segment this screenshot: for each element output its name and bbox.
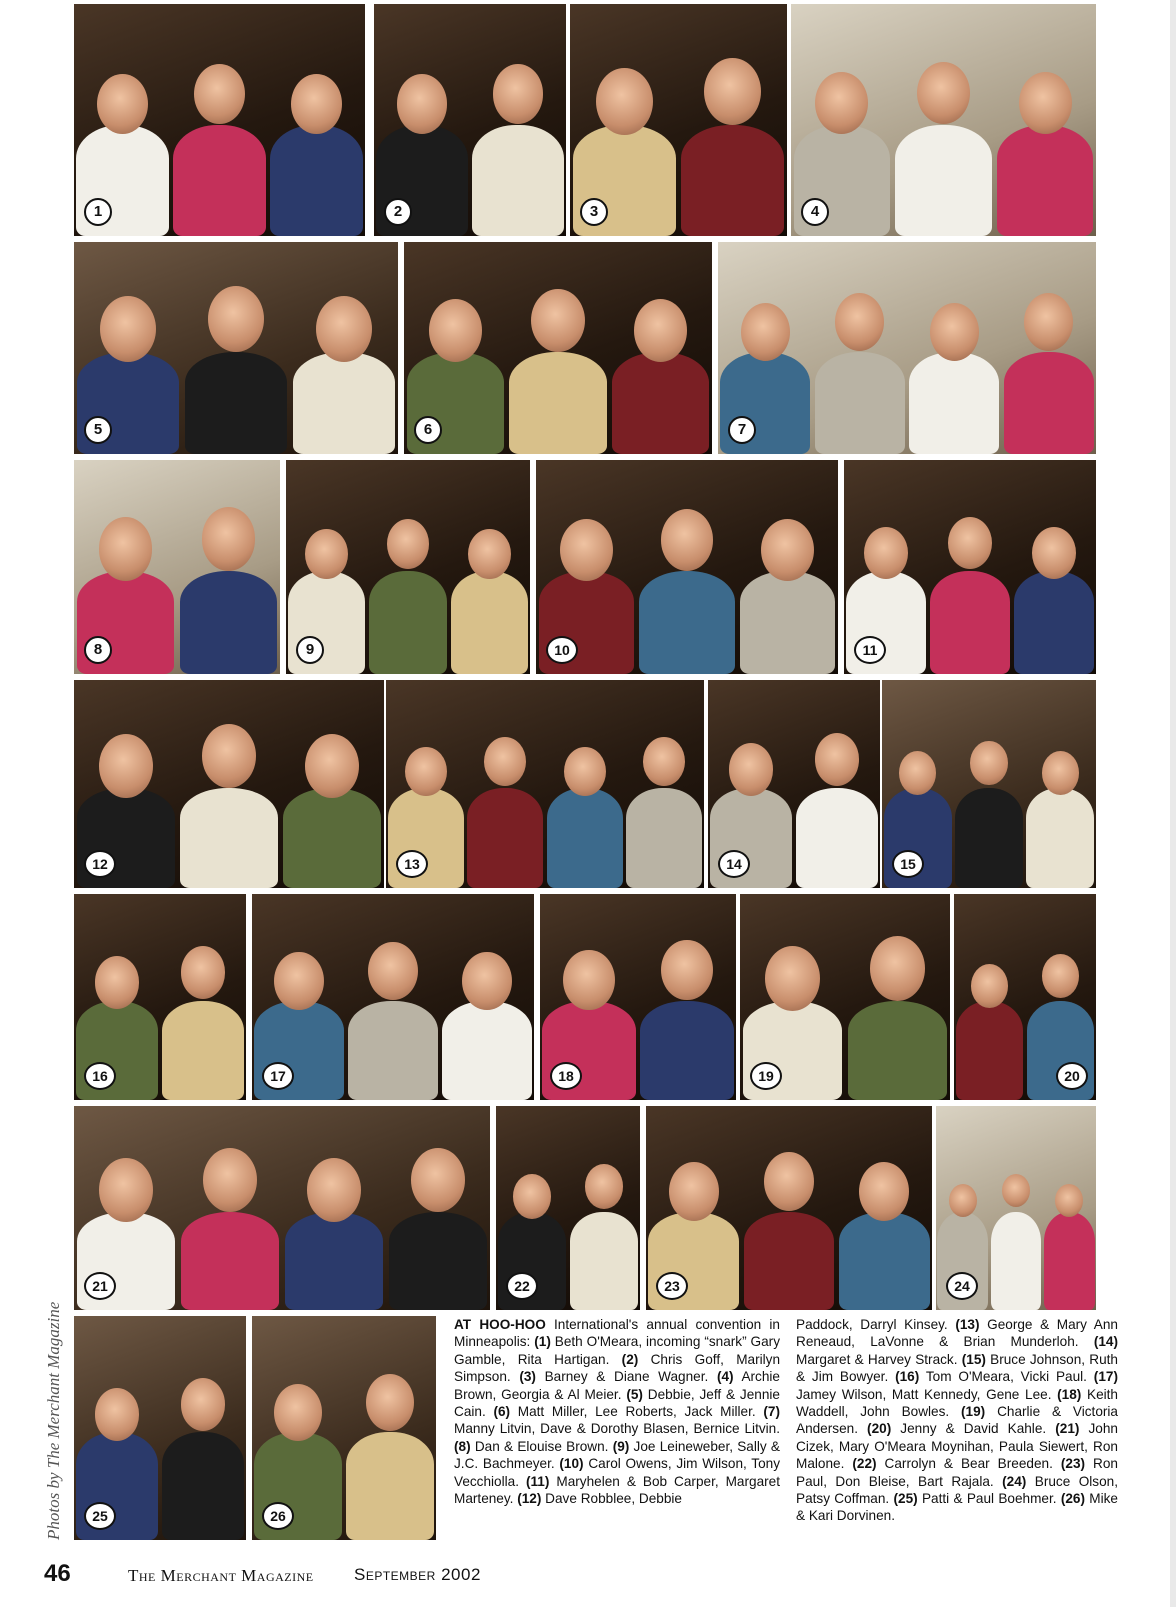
photo-person-body xyxy=(1014,571,1094,674)
photo-10 xyxy=(536,460,838,674)
photo-person-face xyxy=(387,519,429,569)
photo-person-face xyxy=(291,74,342,134)
caption-entry-number: (23) xyxy=(1060,1456,1086,1472)
photo-19 xyxy=(740,894,950,1100)
photo-person-face xyxy=(397,74,447,133)
photo-23 xyxy=(646,1106,932,1310)
photo-person-body xyxy=(451,571,528,674)
photo-person-face xyxy=(815,733,860,786)
photo-number-badge: 19 xyxy=(750,1062,782,1090)
caption-entry-text: Debbie, Jeff & Jennie Cain. xyxy=(454,1386,780,1420)
photo-person-face xyxy=(643,737,685,786)
photo-person-face xyxy=(563,950,614,1010)
photo-number-badge: 7 xyxy=(728,416,756,444)
photo-person-face xyxy=(930,303,979,361)
caption-entry-text: Jenny & David Kahle. xyxy=(891,1421,1056,1437)
photo-13 xyxy=(386,680,704,888)
magazine-name: The Merchant Magazine xyxy=(128,1566,314,1585)
photo-person-face xyxy=(305,529,347,579)
photo-number-badge: 12 xyxy=(84,850,116,878)
photo-person-face xyxy=(704,58,761,125)
photo-credit-text: Photos by The Merchant Magazine xyxy=(44,1301,63,1540)
photo-person-face xyxy=(1055,1184,1083,1217)
photo-person-body xyxy=(270,125,362,236)
photo-person-face xyxy=(1002,1174,1030,1207)
photo-person-face xyxy=(741,303,790,361)
photo-number-badge: 2 xyxy=(384,198,412,226)
photo-person-face xyxy=(1042,954,1079,998)
photo-6 xyxy=(404,242,712,454)
caption-intro: International's annual convention in Minneapolis: xyxy=(454,1317,780,1350)
photo-25 xyxy=(74,1316,246,1540)
photo-person-body xyxy=(740,571,836,674)
photo-person-body xyxy=(369,571,446,674)
photo-person-body xyxy=(612,352,710,454)
photo-5 xyxy=(74,242,398,454)
photo-person-face xyxy=(95,1388,140,1441)
caption-entry-number: (19) xyxy=(961,1404,986,1420)
photo-number-badge: 22 xyxy=(506,1272,538,1300)
caption-lead: AT HOO-HOO xyxy=(454,1317,546,1332)
photo-number-badge: 15 xyxy=(892,850,924,878)
photo-person-body xyxy=(744,1212,835,1310)
photo-person-body xyxy=(180,571,278,674)
caption-entry-number: (26) xyxy=(1060,1491,1085,1507)
photo-person-face xyxy=(864,527,908,579)
photo-18 xyxy=(540,894,736,1100)
photo-person-body xyxy=(348,1001,437,1100)
photo-person-face xyxy=(411,1148,465,1212)
caption-entry-text: Archie Brown, Georgia & Al Meier. xyxy=(454,1369,780,1402)
photo-person-face xyxy=(870,936,925,1001)
photo-person-face xyxy=(815,72,868,135)
photo-person-face xyxy=(181,1378,226,1431)
caption-entry-number: (24) xyxy=(1002,1473,1027,1489)
photo-person-face xyxy=(208,286,264,353)
photo-person-face xyxy=(99,734,153,798)
photo-person-body xyxy=(1044,1212,1095,1310)
photo-person-body xyxy=(815,352,905,454)
photo-person-body xyxy=(285,1212,384,1310)
photo-person-face xyxy=(513,1174,551,1218)
caption-entry-number: (25) xyxy=(893,1491,918,1507)
photo-person-body xyxy=(991,1212,1042,1310)
photo-12 xyxy=(74,680,384,888)
photo-number-badge: 23 xyxy=(656,1272,688,1300)
caption-entry-number: (6) xyxy=(493,1404,511,1420)
photo-3 xyxy=(570,4,787,236)
photo-15 xyxy=(882,680,1096,888)
photo-20 xyxy=(954,894,1096,1100)
photo-person-body xyxy=(626,788,702,888)
caption-entry-text: Bruce Johnson, Ruth & Jim Bowyer. xyxy=(796,1351,1118,1385)
photo-person-body xyxy=(848,1001,948,1100)
caption-entry-text: Ron Paul, Don Bleise, Bart Rajala. xyxy=(796,1456,1118,1489)
caption-entry-text: Mike & Kari Dorvinen. xyxy=(796,1491,1118,1524)
photo-person-face xyxy=(1042,751,1079,795)
photo-person-face xyxy=(484,737,526,786)
photo-person-face xyxy=(100,296,156,363)
issue-date: September 2002 xyxy=(354,1565,481,1584)
photo-person-face xyxy=(729,743,774,796)
caption-entry-text: Paddock, Darryl Kinsey. xyxy=(796,1317,956,1332)
photo-number-badge: 3 xyxy=(580,198,608,226)
caption-entry-number: (12) xyxy=(517,1491,542,1507)
photo-person-body xyxy=(162,1001,244,1100)
photo-person-body xyxy=(180,788,278,888)
caption-entry-text: Barney & Diane Wagner. xyxy=(535,1369,717,1385)
photo-person-face xyxy=(181,946,226,999)
caption-entry-number: (10) xyxy=(559,1456,584,1472)
caption-entry-text: Beth O'Meara, incoming “snark” Gary Gamble, Rita Hartigan. xyxy=(454,1334,780,1367)
caption-entry-text: Bruce Olson, Patsy Coffman. xyxy=(796,1473,1118,1507)
photo-person-face xyxy=(405,747,447,796)
photo-person-body xyxy=(185,352,288,454)
photo-person-face xyxy=(1024,293,1073,351)
photo-11 xyxy=(844,460,1096,674)
caption-entry-text: Tom O'Meara, Vicki Paul. xyxy=(919,1369,1094,1385)
photo-number-badge: 5 xyxy=(84,416,112,444)
caption-column-left xyxy=(454,1316,780,1507)
photo-24 xyxy=(936,1106,1096,1310)
photo-person-face xyxy=(305,734,359,798)
photo-number-badge: 1 xyxy=(84,198,112,226)
photo-8 xyxy=(74,460,280,674)
caption-entry-number: (18) xyxy=(1057,1386,1082,1402)
photo-person-body xyxy=(1026,788,1094,888)
photo-person-face xyxy=(462,952,511,1010)
caption-entry-number: (8) xyxy=(454,1438,471,1454)
photo-person-body xyxy=(162,1432,244,1540)
photo-person-face xyxy=(899,751,936,795)
photo-number-badge: 11 xyxy=(854,636,886,664)
photo-person-body xyxy=(640,1001,733,1100)
photo-4 xyxy=(791,4,1096,236)
caption-entry-text: Matt Miller, Lee Roberts, Jack Miller. xyxy=(510,1404,764,1420)
photo-person-body xyxy=(547,788,623,888)
caption-entry-text: Carrolyn & Bear Breeden. xyxy=(876,1456,1061,1472)
caption-entry-text: George & Mary Ann Reneaud, LaVonne & Brian Munderloh. xyxy=(796,1317,1118,1350)
photo-person-body xyxy=(389,1212,488,1310)
photo-number-badge: 24 xyxy=(946,1272,978,1300)
photo-person-face xyxy=(765,946,820,1011)
photo-person-body xyxy=(955,788,1023,888)
photo-person-body xyxy=(639,571,735,674)
photo-person-face xyxy=(202,724,256,788)
photo-number-badge: 9 xyxy=(296,636,324,664)
photo-person-face xyxy=(585,1164,623,1208)
photo-person-body xyxy=(930,571,1010,674)
photo-person-face xyxy=(971,964,1008,1008)
photo-person-face xyxy=(596,68,653,135)
caption-entry-text: Carol Owens, Jim Wilson, Tony Vecchiolla. xyxy=(454,1456,780,1489)
photo-1 xyxy=(74,4,365,236)
photo-person-face xyxy=(1019,72,1072,135)
photo-26 xyxy=(252,1316,436,1540)
photo-number-badge: 14 xyxy=(718,850,750,878)
photo-person-body xyxy=(570,1212,638,1310)
photo-person-face xyxy=(202,507,256,571)
photo-person-face xyxy=(97,74,148,134)
caption-column-right xyxy=(796,1316,1118,1525)
photo-person-face xyxy=(634,299,688,362)
photo-number-badge: 18 xyxy=(550,1062,582,1090)
caption-entry-text: Chris Goff, Marilyn Simpson. xyxy=(454,1351,780,1385)
caption-entry-number: (2) xyxy=(621,1351,639,1367)
photo-person-body xyxy=(796,788,878,888)
caption-entry-text: John Cizek, Mary O'Meara Moynihan, Paula Siewert, Ron Malone. xyxy=(796,1421,1118,1472)
photo-person-face xyxy=(917,62,970,125)
photo-person-body xyxy=(1004,352,1094,454)
photo-person-face xyxy=(669,1162,719,1221)
photo-person-face xyxy=(274,952,323,1010)
photo-person-body xyxy=(346,1432,433,1540)
photo-person-face xyxy=(203,1148,257,1212)
photo-person-face xyxy=(949,1184,977,1217)
caption-entry-text: Joe Leineweber, Sally & J.C. Bachmeyer. xyxy=(454,1438,780,1472)
photo-2 xyxy=(374,4,566,236)
photo-person-face xyxy=(970,741,1007,785)
photo-person-face xyxy=(531,289,585,352)
photo-21 xyxy=(74,1106,490,1310)
photo-person-face xyxy=(761,519,814,581)
caption-entry-number: (11) xyxy=(525,1473,550,1489)
caption-entry-text: Maryhelen & Bob Carper, Margaret Marteney. xyxy=(454,1473,780,1507)
photo-22 xyxy=(496,1106,640,1310)
page-edge-shadow xyxy=(1170,0,1176,1607)
caption-entry-number: (9) xyxy=(612,1438,630,1454)
photo-number-badge: 20 xyxy=(1056,1062,1088,1090)
photo-person-body xyxy=(173,125,265,236)
photo-person-face xyxy=(95,956,140,1009)
photo-person-body xyxy=(895,125,992,236)
photo-person-body xyxy=(681,125,784,236)
caption-entry-number: (4) xyxy=(716,1369,734,1385)
photo-person-face xyxy=(493,64,543,123)
caption-entry-number: (13) xyxy=(955,1317,980,1332)
caption-entry-number: (15) xyxy=(961,1351,986,1367)
photo-person-face xyxy=(468,529,510,579)
photo-person-body xyxy=(472,125,563,236)
photo-person-body xyxy=(467,788,543,888)
photo-person-face xyxy=(99,1158,153,1222)
caption-entry-text: Dave Robblee, Debbie xyxy=(541,1491,682,1507)
photo-person-face xyxy=(194,64,245,124)
caption-entry-text: Dan & Elouise Brown. xyxy=(470,1438,613,1454)
caption-entry-number: (16) xyxy=(895,1369,920,1385)
photo-number-badge: 13 xyxy=(396,850,428,878)
photo-number-badge: 10 xyxy=(546,636,578,664)
page-number: 46 xyxy=(44,1560,71,1587)
photo-number-badge: 6 xyxy=(414,416,442,444)
photo-person-face xyxy=(835,293,884,351)
photo-person-body xyxy=(997,125,1094,236)
caption-entry-number: (5) xyxy=(626,1386,643,1402)
caption-entry-text: Margaret & Harvey Strack. xyxy=(796,1351,962,1367)
photo-person-body xyxy=(509,352,607,454)
photo-person-face xyxy=(307,1158,361,1222)
caption-entry-text: Keith Waddell, John Bowles. xyxy=(796,1386,1118,1420)
caption-entry-number: (22) xyxy=(852,1456,877,1472)
photo-person-face xyxy=(429,299,483,362)
photo-person-face xyxy=(661,509,714,571)
caption-entry-number: (3) xyxy=(519,1369,536,1385)
photo-number-badge: 26 xyxy=(262,1502,294,1530)
caption-entry-text: Charlie & Victoria Andersen. xyxy=(796,1404,1118,1437)
photo-person-body xyxy=(956,1001,1023,1100)
photo-person-face xyxy=(316,296,372,363)
photo-person-face xyxy=(859,1162,909,1221)
caption-entry-number: (7) xyxy=(763,1404,780,1420)
photo-person-face xyxy=(274,1384,322,1441)
photo-number-badge: 25 xyxy=(84,1502,116,1530)
photo-person-face xyxy=(560,519,613,581)
caption-entry-text: Patti & Paul Boehmer. xyxy=(917,1491,1061,1507)
caption-entry-number: (1) xyxy=(534,1334,551,1350)
photo-credit xyxy=(44,1300,64,1540)
caption-entry-text: Manny Litvin, Dave & Dorothy Blasen, Bernice Litvin. xyxy=(454,1421,780,1437)
photo-person-body xyxy=(181,1212,280,1310)
photo-person-body xyxy=(293,352,396,454)
photo-9 xyxy=(286,460,530,674)
photo-number-badge: 16 xyxy=(84,1062,116,1090)
photo-person-face xyxy=(366,1374,414,1431)
photo-number-badge: 4 xyxy=(801,198,829,226)
caption-entry-number: (20) xyxy=(867,1421,892,1437)
caption-entry-number: (14) xyxy=(1093,1334,1118,1350)
photo-person-face xyxy=(1032,527,1076,579)
photo-16 xyxy=(74,894,246,1100)
photo-number-badge: 8 xyxy=(84,636,112,664)
photo-person-body xyxy=(839,1212,930,1310)
caption-entry-number: (21) xyxy=(1055,1421,1080,1437)
caption-entry-text: Jamey Wilson, Matt Kennedy, Gene Lee. xyxy=(796,1386,1058,1402)
photo-person-body xyxy=(283,788,381,888)
photo-number-badge: 21 xyxy=(84,1272,116,1300)
photo-person-face xyxy=(948,517,992,569)
photo-person-face xyxy=(661,940,712,1000)
photo-number-badge: 17 xyxy=(262,1062,294,1090)
photo-17 xyxy=(252,894,534,1100)
photo-person-face xyxy=(564,747,606,796)
photo-person-face xyxy=(368,942,417,1000)
photo-person-body xyxy=(909,352,999,454)
photo-14 xyxy=(708,680,880,888)
caption-entry-number: (17) xyxy=(1093,1369,1118,1385)
photo-7 xyxy=(718,242,1096,454)
photo-person-face xyxy=(99,517,153,581)
photo-person-face xyxy=(764,1152,814,1211)
photo-person-body xyxy=(442,1001,531,1100)
